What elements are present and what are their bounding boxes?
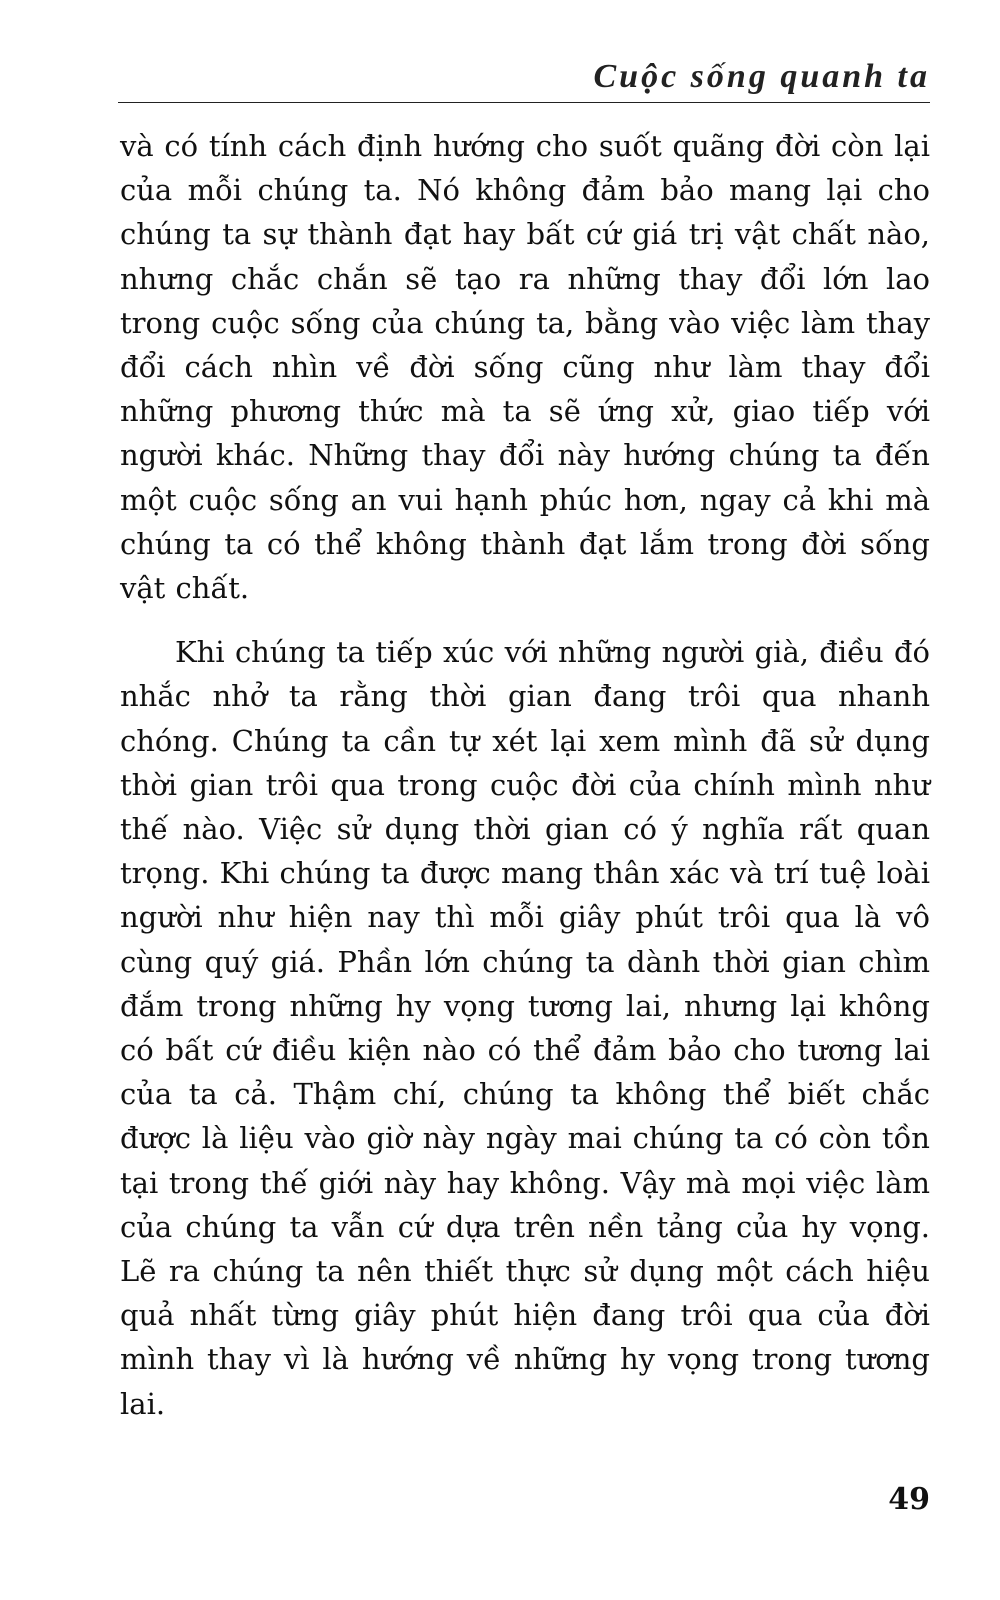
page-number: 49 [888, 1482, 930, 1517]
page-body [120, 124, 930, 1426]
body-paragraph: Khi chúng ta tiếp xúc với những người già, điều đó nhắc nhở ta rằng thời gian đang trôi qua nhanh chóng. Chúng ta cần tự xét lại xem mình đã sử dụng thời gian trôi qua trong cuộc đời của chính mình như thế nào. Việc sử dụng thời gian có ý nghĩa rất quan trọng. Khi chúng ta được mang thân xác và trí tuệ loài người như hiện nay thì mỗi giây phút trôi qua là vô cùng quý giá. Phần lớn chúng ta dành thời gian chìm đắm trong những hy vọng tương lai, nhưng lại không có bất cứ điều kiện nào có thể đảm bảo cho tương lai của ta cả. Thậm chí, chúng ta không thể biết chắc được là liệu vào giờ này ngày mai chúng ta có còn tồn tại trong thế giới này hay không. Vậy mà mọi việc làm của chúng ta vẫn cứ dựa trên nền tảng của hy vọng. Lẽ ra chúng ta nên thiết thực sử dụng một cách hiệu quả nhất từng giây phút hiện đang trôi qua của đời mình thay vì là hướng về những hy vọng trong tương lai. [120, 635, 930, 1421]
running-header [118, 50, 930, 103]
running-title: Cuộc sống quanh ta [593, 58, 930, 95]
body-paragraph: và có tính cách định hướng cho suốt quãng đời còn lại của mỗi chúng ta. Nó không đảm bảo mang lại cho chúng ta sự thành đạt hay bất cứ giá trị vật chất nào, nhưng chắc chắn sẽ tạo ra những thay đổi lớn lao trong cuộc sống của chúng ta, bằng vào việc làm thay đổi cách nhìn về đời sống cũng như làm thay đổi những phương thức mà ta sẽ ứng xử, giao tiếp với người khác. Những thay đổi này hướng chúng ta đến một cuộc sống an vui hạnh phúc hơn, ngay cả khi mà chúng ta có thể không thành đạt lắm trong đời sống vật chất. [120, 129, 930, 606]
